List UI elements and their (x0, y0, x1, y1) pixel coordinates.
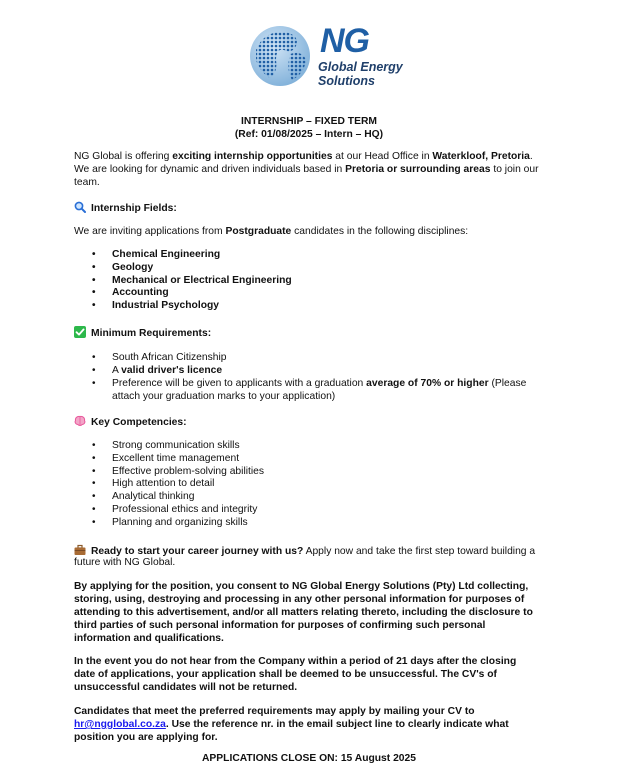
intro-line-2: We are looking for dynamic and driven individuals based in Pretoria or surrounding areas to join our (74, 164, 539, 175)
apply-line-2: hr@ngglobal.co.za. Use the reference nr. in the email subject line to clearly indicate what (74, 719, 509, 730)
closing-date: APPLICATIONS CLOSE ON: 15 August 2025 (202, 753, 416, 764)
intro-line-1: NG Global is offering exciting internship opportunities at our Head Office in Waterkloof, Pretoria. (74, 151, 533, 162)
list-item: • A valid driver's licence (92, 365, 526, 378)
briefcase-icon (74, 544, 86, 556)
list-item: • Planning and organizing skills (92, 517, 264, 530)
cta-line-1: Ready to start your career journey with us? Apply now and take the first step toward building a (74, 544, 535, 559)
check-icon (74, 326, 86, 338)
list-item: • Effective problem-solving abilities (92, 466, 264, 479)
brain-icon (74, 415, 86, 427)
list-item: • Excellent time management (92, 453, 264, 466)
competencies-list (92, 440, 264, 530)
list-item: • Strong communication skills (92, 440, 264, 453)
list-item: • South African Citizenship (92, 352, 526, 365)
list-item: • Preference will be given to applicants with a graduation average of 70% or higher (Please (92, 378, 526, 391)
fields-heading: Internship Fields: (74, 201, 177, 215)
notice-line-3: unsuccessful candidates will not be returned. (74, 682, 298, 693)
logo-brand: NG (320, 22, 369, 60)
page-title: INTERNSHIP – FIXED TERM (241, 116, 377, 127)
email-link[interactable]: hr@ngglobal.co.za (74, 719, 166, 730)
fields-list (92, 249, 292, 313)
list-item: • High attention to detail (92, 478, 264, 491)
list-item: • Chemical Engineering (92, 249, 292, 262)
company-logo (246, 20, 406, 92)
list-item: • Industrial Psychology (92, 300, 292, 313)
consent-line-2: storing, using, destroying and processing in any other personal information for purposes of (74, 594, 525, 605)
list-item: • Analytical thinking (92, 491, 264, 504)
intro-line-3: team. (74, 177, 100, 188)
list-item: • Accounting (92, 287, 292, 300)
notice-line-1: In the event you do not hear from the Company within a period of 21 days after the closing (74, 656, 517, 667)
cta-line-2: future with NG Global. (74, 557, 176, 568)
list-item: • Professional ethics and integrity (92, 504, 264, 517)
consent-line-3: attending to this advertisement, and/or all matters relating thereto, including the disclosure to (74, 607, 533, 618)
apply-line-1: Candidates that meet the preferred requirements may apply by mailing your CV to (74, 706, 475, 717)
list-item: • Mechanical or Electrical Engineering (92, 275, 292, 288)
requirements-line-continued: attach your graduation marks to your application) (112, 391, 336, 402)
competencies-heading: Key Competencies: (74, 415, 187, 429)
globe-icon (246, 20, 318, 92)
consent-line-1: By applying for the position, you consent to NG Global Energy Solutions (Pty) Ltd collecting, (74, 581, 529, 592)
magnifier-icon (74, 201, 86, 213)
requirements-list (92, 352, 526, 390)
requirements-heading: Minimum Requirements: (74, 326, 211, 340)
list-item: • Geology (92, 262, 292, 275)
consent-line-5: information and qualifications. (74, 633, 224, 644)
logo-line2: Solutions (318, 74, 375, 88)
consent-line-4: third parties of such personal information for purposes of confirming such personal (74, 620, 486, 631)
logo-line1: Global Energy (318, 60, 403, 74)
fields-intro: We are inviting applications from Postgraduate candidates in the following disciplines: (74, 226, 469, 237)
reference-number: (Ref: 01/08/2025 – Intern – HQ) (234, 129, 384, 140)
notice-line-2: date of applications, your application shall be deemed to be unsuccessful. The CV's of (74, 669, 497, 680)
apply-line-3: position you are applying for. (74, 732, 218, 743)
